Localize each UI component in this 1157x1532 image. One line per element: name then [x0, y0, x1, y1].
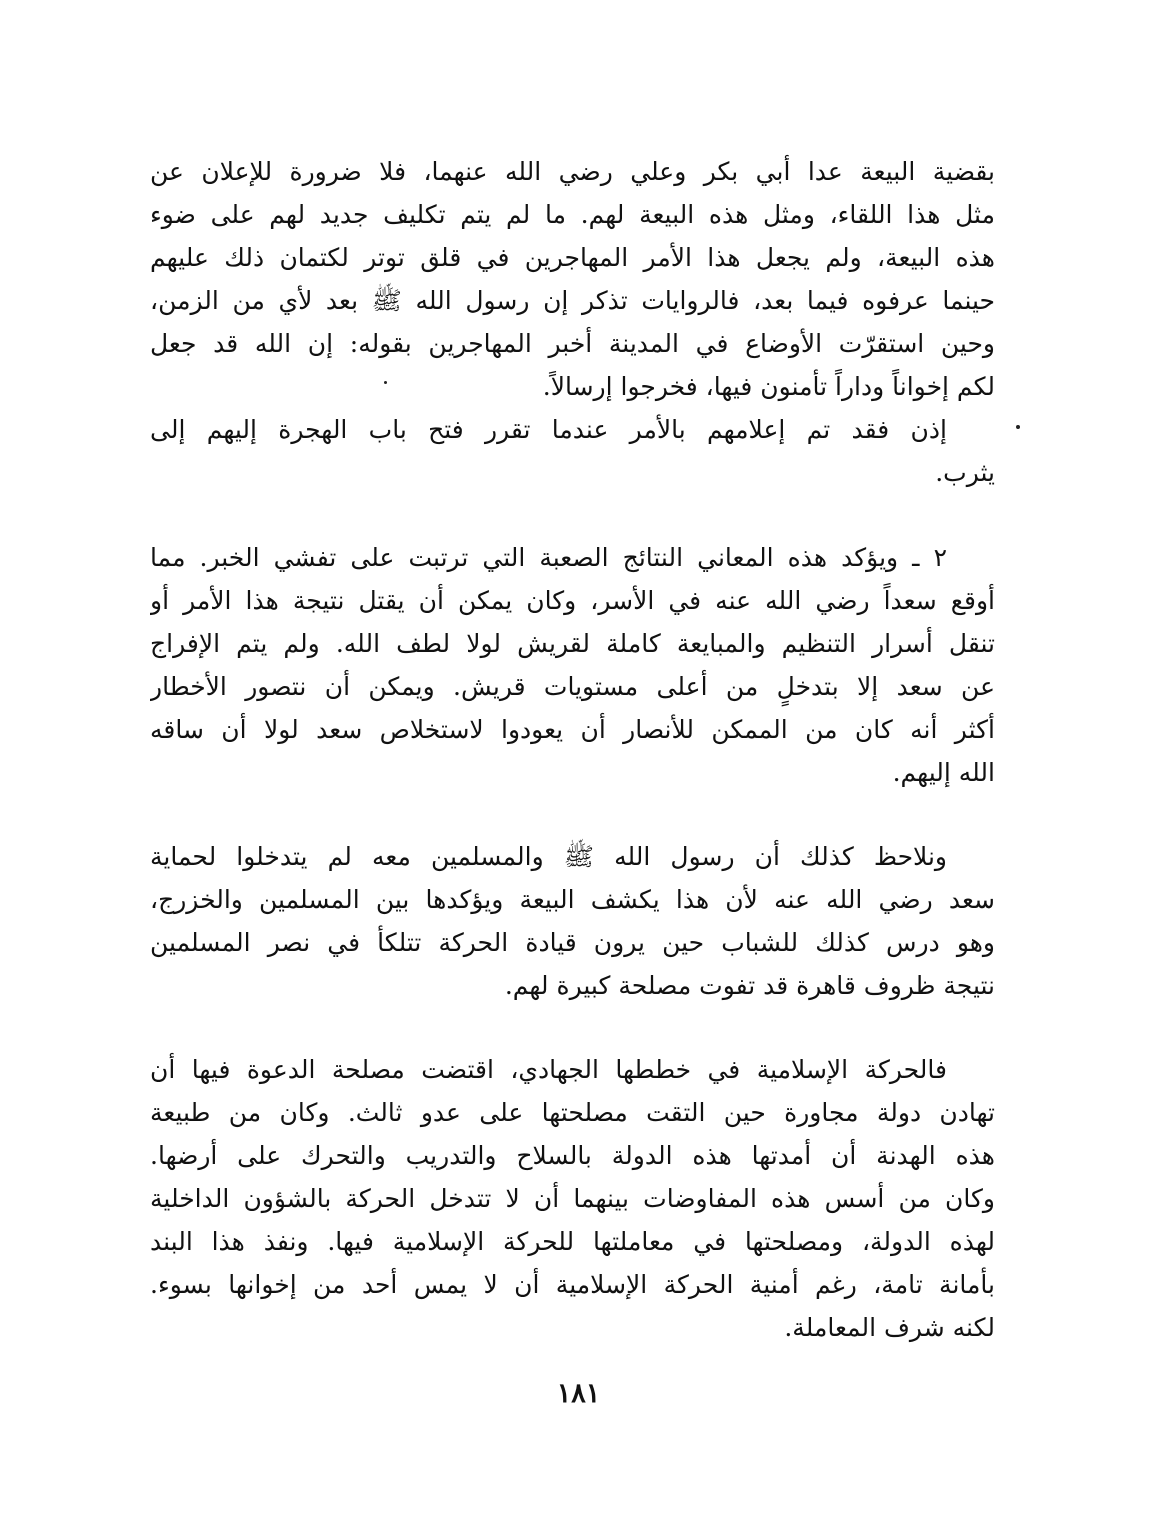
- text-line: مثل هذا اللقاء، ومثل هذه البيعة لهم. ما لم يتم تكليف جديد لهم على ضوء: [150, 200, 995, 229]
- text-line: تهادن دولة مجاورة حين التقت مصلحتها على عدو ثالث. وكان من طبيعة: [150, 1098, 995, 1127]
- page-number: ١٨١: [556, 1378, 601, 1409]
- scan-speck: [384, 381, 387, 384]
- text-line: الله إليهم.: [892, 758, 995, 787]
- text-line: ونلاحظ كذلك أن رسول الله ﷺ والمسلمين معه لم يتدخلوا لحماية: [150, 842, 947, 871]
- paragraph-1: [150, 150, 995, 494]
- text-line: أوقع سعداً رضي الله عنه في الأسر، وكان يمكن أن يقتل نتيجة هذا الأمر أو: [150, 586, 995, 615]
- text-line: لهذه الدولة، ومصلحتها في معاملتها للحركة الإسلامية فيها. ونفذ هذا البند: [150, 1227, 995, 1256]
- text-line: لكنه شرف المعاملة.: [784, 1313, 995, 1342]
- text-line: وهو درس كذلك للشباب حين يرون قيادة الحركة تتلكأ في نصر المسلمين: [150, 928, 995, 957]
- text-line: بأمانة تامة، رغم أمنية الحركة الإسلامية أن لا يمس أحد من إخوانها بسوء.: [150, 1270, 995, 1299]
- text-line: تنقل أسرار التنظيم والمبايعة كاملة لقريش لولا لطف الله. ولم يتم الإفراج: [150, 629, 995, 658]
- text-line: فالحركة الإسلامية في خططها الجهادي، اقتضت مصلحة الدعوة فيها أن: [150, 1055, 947, 1084]
- paragraph-2: [150, 536, 995, 794]
- paragraph-4: [150, 1048, 995, 1349]
- scan-speck: [1016, 425, 1020, 429]
- text-line: إذن فقد تم إعلامهم بالأمر عندما تقرر فتح باب الهجرة إليهم إلى: [150, 415, 947, 444]
- text-line: هذه البيعة، ولم يجعل هذا الأمر المهاجرين في قلق توتر لكتمان ذلك عليهم: [150, 243, 995, 272]
- text-line: هذه الهدنة أن أمدتها هذه الدولة بالسلاح والتدريب والتحرك على أرضها.: [150, 1141, 995, 1170]
- text-line: حينما عرفوه فيما بعد، فالروايات تذكر إن رسول الله ﷺ بعد لأي من الزمن،: [150, 286, 995, 315]
- text-line: نتيجة ظروف قاهرة قد تفوت مصلحة كبيرة لهم.: [504, 971, 995, 1000]
- text-line: سعد رضي الله عنه لأن هذا يكشف البيعة ويؤكدها بين المسلمين والخزرج،: [150, 885, 995, 914]
- text-line: لكم إخواناً وداراً تأمنون فيها، فخرجوا إرسالاً.: [542, 372, 995, 401]
- text-line: وكان من أسس هذه المفاوضات بينهما أن لا تتدخل الحركة بالشؤون الداخلية: [150, 1184, 995, 1213]
- text-line: أكثر أنه كان من الممكن للأنصار أن يعودوا لاستخلاص سعد لولا أن ساقه: [150, 715, 995, 744]
- text-line: ٢ ـ ويؤكد هذه المعاني النتائج الصعبة التي ترتبت على تفشي الخبر. مما: [150, 543, 947, 572]
- text-line: وحين استقرّت الأوضاع في المدينة أخبر المهاجرين بقوله: إن الله قد جعل: [150, 329, 995, 358]
- text-line: بقضية البيعة عدا أبي بكر وعلي رضي الله عنهما، فلا ضرورة للإعلان عن: [150, 157, 995, 186]
- text-line: عن سعد إلا بتدخلٍ من أعلى مستويات قريش. ويمكن أن نتصور الأخطار: [150, 672, 995, 701]
- text-line: يثرب.: [935, 458, 995, 487]
- paragraph-3: [150, 835, 995, 1007]
